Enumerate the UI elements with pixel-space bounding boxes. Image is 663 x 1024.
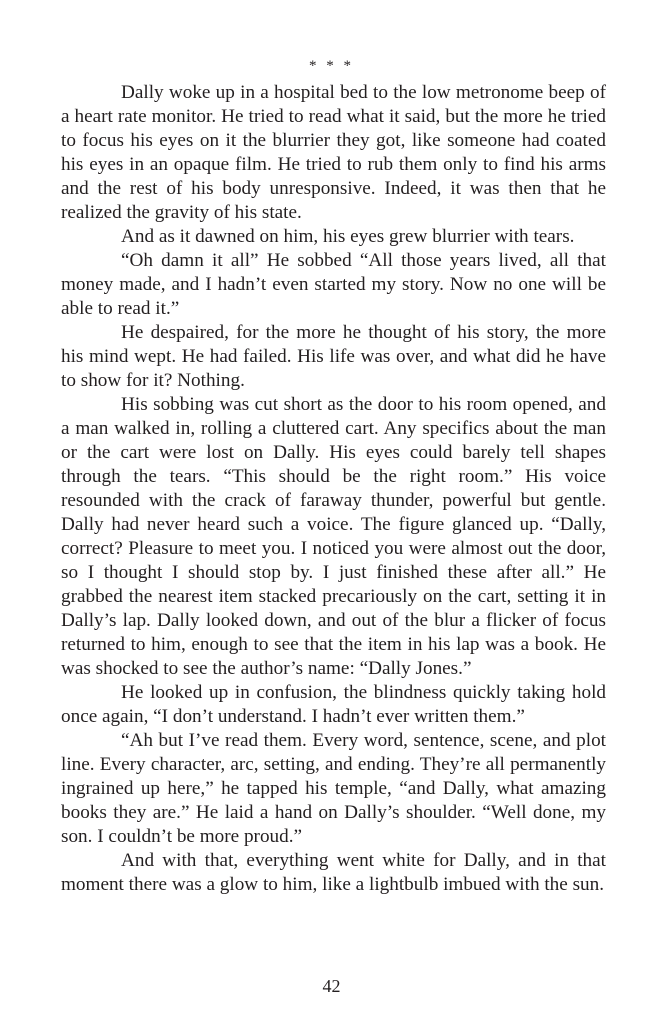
paragraph: “Ah but I’ve read them. Every word, sentence, scene, and plot line. Every character, arc, setting, and ending. They’re all permanently ingrained up here,” he tapped his temple, “and Dally, what amazing books they are.” He laid a hand on Dally’s shoulder. “Well done, my son. I couldn’t be more proud.” [61,730,606,847]
page-body [61,81,606,897]
paragraph: He despaired, for the more he thought of his story, the more his mind wept. He had failed. His life was over, and what did he have to show for it? Nothing. [61,322,606,391]
paragraph: His sobbing was cut short as the door to his room opened, and a man walked in, rolling a cluttered cart. Any specifics about the man or the cart were lost on Dally. His eyes could barely tell shapes through the tears. “This should be the right room.” His voice resounded with the crack of faraway thunder, powerful but gentle. Dally had never heard such a voice. The figure glanced up. “Dally, correct? Pleasure to meet you. I noticed you were almost out the door, so I thought I should stop by. I just finished these after all.” He grabbed the nearest item stacked precariously on the cart, setting it in Dally’s lap. Dally looked down, and out of the blur a flicker of focus returned to him, enough to see that the item in his lap was a book. He was shocked to see the author’s name: “Dally Jones.” [61,394,606,679]
paragraph: He looked up in confusion, the blindness quickly taking hold once again, “I don’t understand. I hadn’t ever written them.” [61,682,606,727]
page-number: 42 [322,976,341,996]
paragraph: Dally woke up in a hospital bed to the low metronome beep of a heart rate monitor. He tried to read what it said, but the more he tried to focus his eyes on it the blurrier they got, like someone had coated his eyes in an opaque film. He tried to rub them only to find his arms and the rest of his body unresponsive. Indeed, it was then that he realized the gravity of his state. [61,82,606,223]
paragraph: “Oh damn it all” He sobbed “All those years lived, all that money made, and I hadn’t even started my story. Now no one will be able to read it.” [61,250,606,319]
scene-break: * * * [309,58,354,74]
paragraph: And as it dawned on him, his eyes grew blurrier with tears. [121,226,575,247]
paragraph: And with that, everything went white for Dally, and in that moment there was a glow to him, like a lightbulb imbued with the sun. [61,850,606,895]
